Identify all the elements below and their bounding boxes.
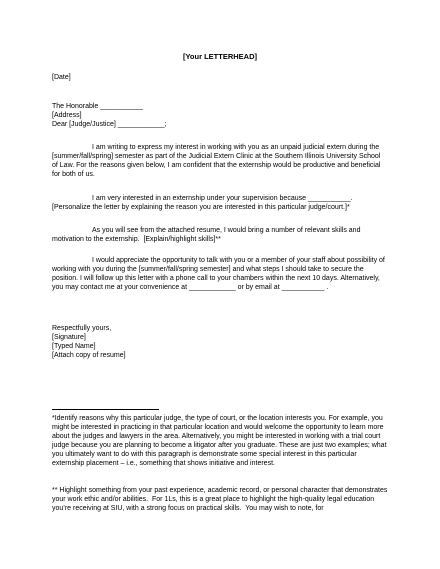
recipient-address-line: [Address] <box>52 112 82 119</box>
footnote-2: ** Highlight something from your past experience, academic record, or personal character that demonstrates your work ethic and/or abilities. For 1Ls, this is a great place to highlight the high-quality legal education you’re receiving at SIU, with a strong focus on practical skills. You may wish to note, for <box>52 487 390 512</box>
letterhead: [Your LETTERHEAD] <box>182 52 258 61</box>
signature-line: [Signature] <box>52 334 86 341</box>
body-paragraph-3 <box>52 226 388 244</box>
closing-block <box>52 324 388 360</box>
recipient-address <box>52 102 388 129</box>
salutation: Dear [Judge/Justice] ____________; <box>52 121 167 128</box>
paragraph-text: I am very interested in an externship under your supervision because ___________. [Personalize the letter by explaining the reason you are interested in this particular judge/court.]* <box>52 195 355 211</box>
paragraph-text: I am writing to express my interest in working with you as an unpaid judicial extern during the [summer/fall/spring] semester as part of the Judicial Extern Clinic at the Southern Illinois University School of Law. For the reasons given below, I am confident that the externship would be productive and beneficial for both of us. <box>52 144 383 178</box>
paragraph-text: As you will see from the attached resume, I would bring a number of relevant skills and motivation to the externship. [Explain/highlight skills]** <box>52 227 363 243</box>
body-paragraph-4 <box>52 256 388 292</box>
footnote-1: *Identify reasons why this particular judge, the type of court, or the location interests you. For example, you might be interested in practicing in that particular location and would welcome the opportunity to learn more about the judges and lawyers in the area. Alternatively, you might be interested in working with a trial court judge because you are planning to become a litigator after you graduate. These are just two examples; what you ultimately want to do with this paragraph is demonstrate some special interest in this particular externship placement – i.e., something that shows initiative and interest. <box>52 415 389 467</box>
footnote-divider <box>52 409 159 410</box>
date-line <box>52 73 388 82</box>
paragraph-text: I would appreciate the opportunity to talk with you or a member of your staff about possibility of working with you during the [summer/fall/spring semester] and what steps I should take to secure the position. I will follow up this letter with a phone call to your chambers within the next 10 days. Alternatively, you may contact me at your convenience at ____________ or by email at ___________ . <box>52 257 387 291</box>
attachment-note: [Attach copy of resume] <box>52 352 126 359</box>
recipient-name: The Honorable ___________ <box>52 103 144 110</box>
typed-name-line: [Typed Name] <box>52 343 96 350</box>
body-paragraph-2 <box>52 194 388 212</box>
closing-salutation: Respectfully yours, <box>52 325 112 332</box>
body-paragraph-1 <box>52 143 388 179</box>
date: [Date] <box>52 74 71 81</box>
